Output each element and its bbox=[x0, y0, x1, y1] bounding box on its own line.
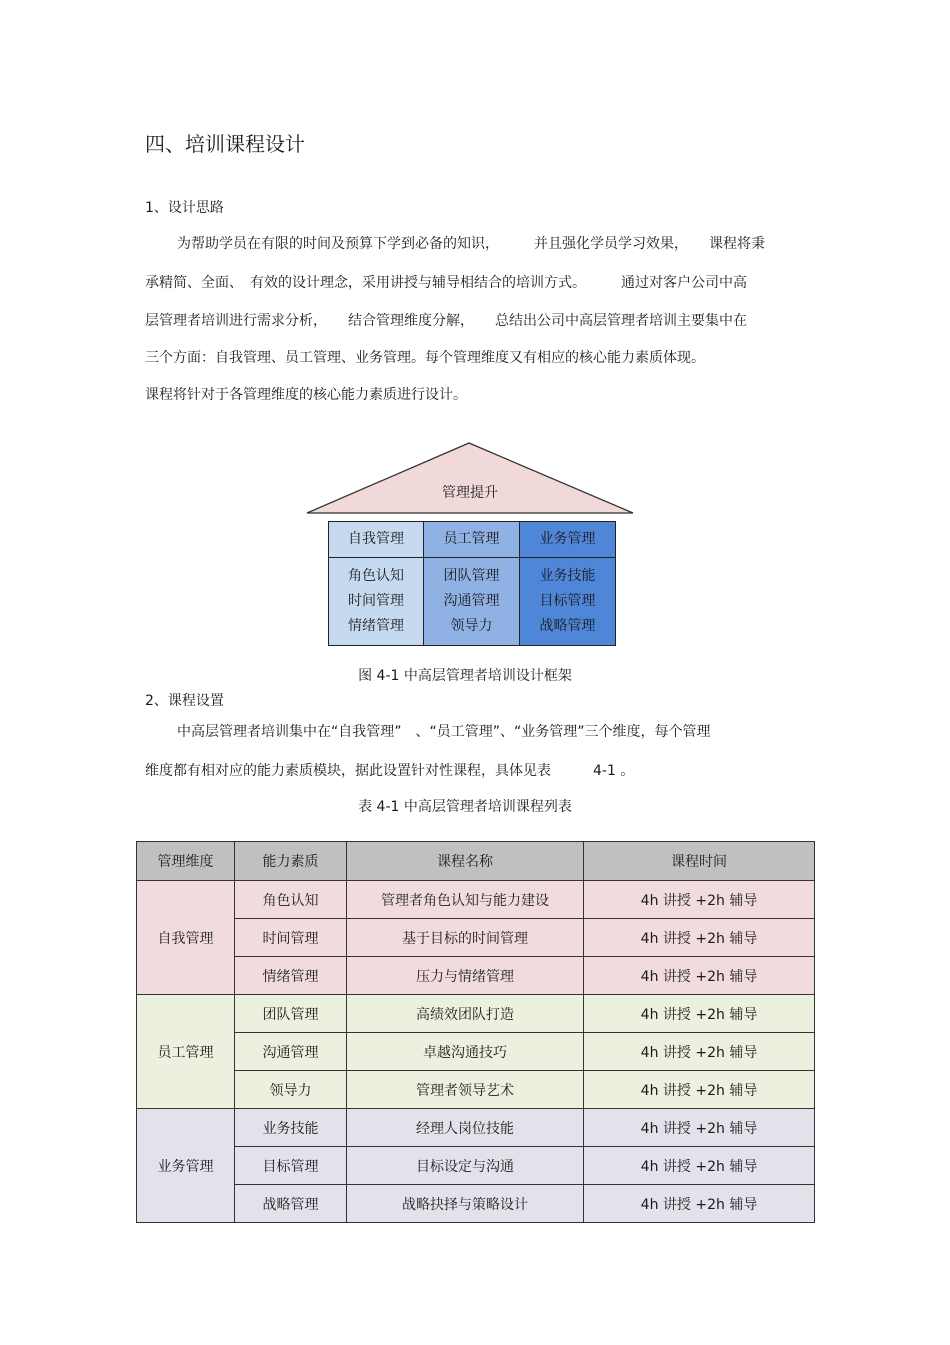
time-cell: 4h 讲授 +2h 辅导 bbox=[584, 1071, 815, 1109]
col-header-time: 课程时间 bbox=[584, 842, 815, 881]
figure-caption: 图 4-1 中高层管理者培训设计框架 bbox=[358, 668, 572, 684]
section1-line-2: 承精简、全面、 有效的设计理念，采用讲授与辅导相结合的培训方式。 通过对客户公司中高 bbox=[145, 275, 747, 291]
table-row bbox=[137, 1033, 815, 1071]
pillar-item: 角色认知 bbox=[348, 568, 404, 584]
pillar-item: 业务技能 bbox=[539, 568, 596, 584]
framework-diagram bbox=[300, 438, 640, 650]
skill-cell: 业务技能 bbox=[235, 1109, 347, 1147]
skill-cell: 目标管理 bbox=[235, 1147, 347, 1185]
section2-title: 2、课程设置 bbox=[145, 693, 224, 709]
time-cell: 4h 讲授 +2h 辅导 bbox=[584, 995, 815, 1033]
table-caption: 表 4-1 中高层管理者培训课程列表 bbox=[358, 799, 572, 815]
page-heading: 四、培训课程设计 bbox=[145, 132, 305, 156]
roof-shape bbox=[300, 438, 640, 518]
table-row bbox=[137, 1071, 815, 1109]
skill-cell: 团队管理 bbox=[235, 995, 347, 1033]
time-cell: 4h 讲授 +2h 辅导 bbox=[584, 1185, 815, 1223]
time-cell: 4h 讲授 +2h 辅导 bbox=[584, 881, 815, 919]
table-row bbox=[137, 919, 815, 957]
pillar-header-business: 业务管理 bbox=[519, 521, 616, 558]
pillar-header-staff: 员工管理 bbox=[423, 521, 520, 558]
course-cell: 压力与情绪管理 bbox=[347, 957, 584, 995]
col-header-skill: 能力素质 bbox=[235, 842, 347, 881]
pillar-item: 情绪管理 bbox=[348, 618, 404, 634]
col-header-course: 课程名称 bbox=[347, 842, 584, 881]
section1-line-1: 为帮助学员在有限的时间及预算下学到必备的知识， 并且强化学员学习效果， 课程将秉 bbox=[177, 236, 765, 252]
skill-cell: 时间管理 bbox=[235, 919, 347, 957]
pillar-item: 目标管理 bbox=[539, 593, 596, 609]
table-header-row bbox=[137, 842, 815, 881]
course-cell: 战略抉择与策略设计 bbox=[347, 1185, 584, 1223]
section1-line-5: 课程将针对于各管理维度的核心能力素质进行设计。 bbox=[145, 387, 467, 403]
pillar-item: 时间管理 bbox=[348, 593, 404, 609]
course-cell: 经理人岗位技能 bbox=[347, 1109, 584, 1147]
time-cell: 4h 讲授 +2h 辅导 bbox=[584, 1147, 815, 1185]
time-cell: 4h 讲授 +2h 辅导 bbox=[584, 957, 815, 995]
pillar-item: 领导力 bbox=[450, 618, 493, 634]
roof-label: 管理提升 bbox=[442, 485, 498, 501]
section1-line-4: 三个方面：自我管理、员工管理、业务管理。每个管理维度又有相应的核心能力素质体现。 bbox=[145, 350, 705, 366]
pillar-item: 团队管理 bbox=[443, 568, 500, 584]
course-cell: 管理者领导艺术 bbox=[347, 1071, 584, 1109]
course-table bbox=[136, 841, 815, 1223]
table-row bbox=[137, 881, 815, 919]
section1-line-3: 层管理者培训进行需求分析， 结合管理维度分解， 总结出公司中高层管理者培训主要集中在 bbox=[145, 313, 747, 329]
skill-cell: 战略管理 bbox=[235, 1185, 347, 1223]
pillar-body-staff bbox=[423, 557, 520, 646]
table-row bbox=[137, 957, 815, 995]
course-cell: 目标设定与沟通 bbox=[347, 1147, 584, 1185]
time-cell: 4h 讲授 +2h 辅导 bbox=[584, 919, 815, 957]
table-row bbox=[137, 995, 815, 1033]
course-cell: 管理者角色认知与能力建设 bbox=[347, 881, 584, 919]
time-cell: 4h 讲授 +2h 辅导 bbox=[584, 1109, 815, 1147]
section1-title: 1、设计思路 bbox=[145, 200, 224, 216]
table-row bbox=[137, 1109, 815, 1147]
course-cell: 基于目标的时间管理 bbox=[347, 919, 584, 957]
group-name-staff: 员工管理 bbox=[137, 995, 235, 1109]
course-cell: 高绩效团队打造 bbox=[347, 995, 584, 1033]
pillar-body-self bbox=[328, 557, 424, 646]
section2-line-2: 维度都有相对应的能力素质模块，据此设置针对性课程，具体见表 4-1 。 bbox=[145, 763, 635, 779]
pillar-item: 沟通管理 bbox=[443, 593, 500, 609]
group-name-self: 自我管理 bbox=[137, 881, 235, 995]
table-row bbox=[137, 1185, 815, 1223]
time-cell: 4h 讲授 +2h 辅导 bbox=[584, 1033, 815, 1071]
skill-cell: 沟通管理 bbox=[235, 1033, 347, 1071]
pillar-item: 战略管理 bbox=[539, 618, 596, 634]
pillar-body-business bbox=[519, 557, 616, 646]
skill-cell: 角色认知 bbox=[235, 881, 347, 919]
section2-line-1: 中高层管理者培训集中在“自我管理” 、“员工管理”、“业务管理”三个维度，每个管理 bbox=[177, 724, 711, 740]
course-cell: 卓越沟通技巧 bbox=[347, 1033, 584, 1071]
skill-cell: 情绪管理 bbox=[235, 957, 347, 995]
skill-cell: 领导力 bbox=[235, 1071, 347, 1109]
table-row bbox=[137, 1147, 815, 1185]
group-name-business: 业务管理 bbox=[137, 1109, 235, 1223]
col-header-dimension: 管理维度 bbox=[137, 842, 235, 881]
pillar-header-self: 自我管理 bbox=[328, 521, 424, 558]
